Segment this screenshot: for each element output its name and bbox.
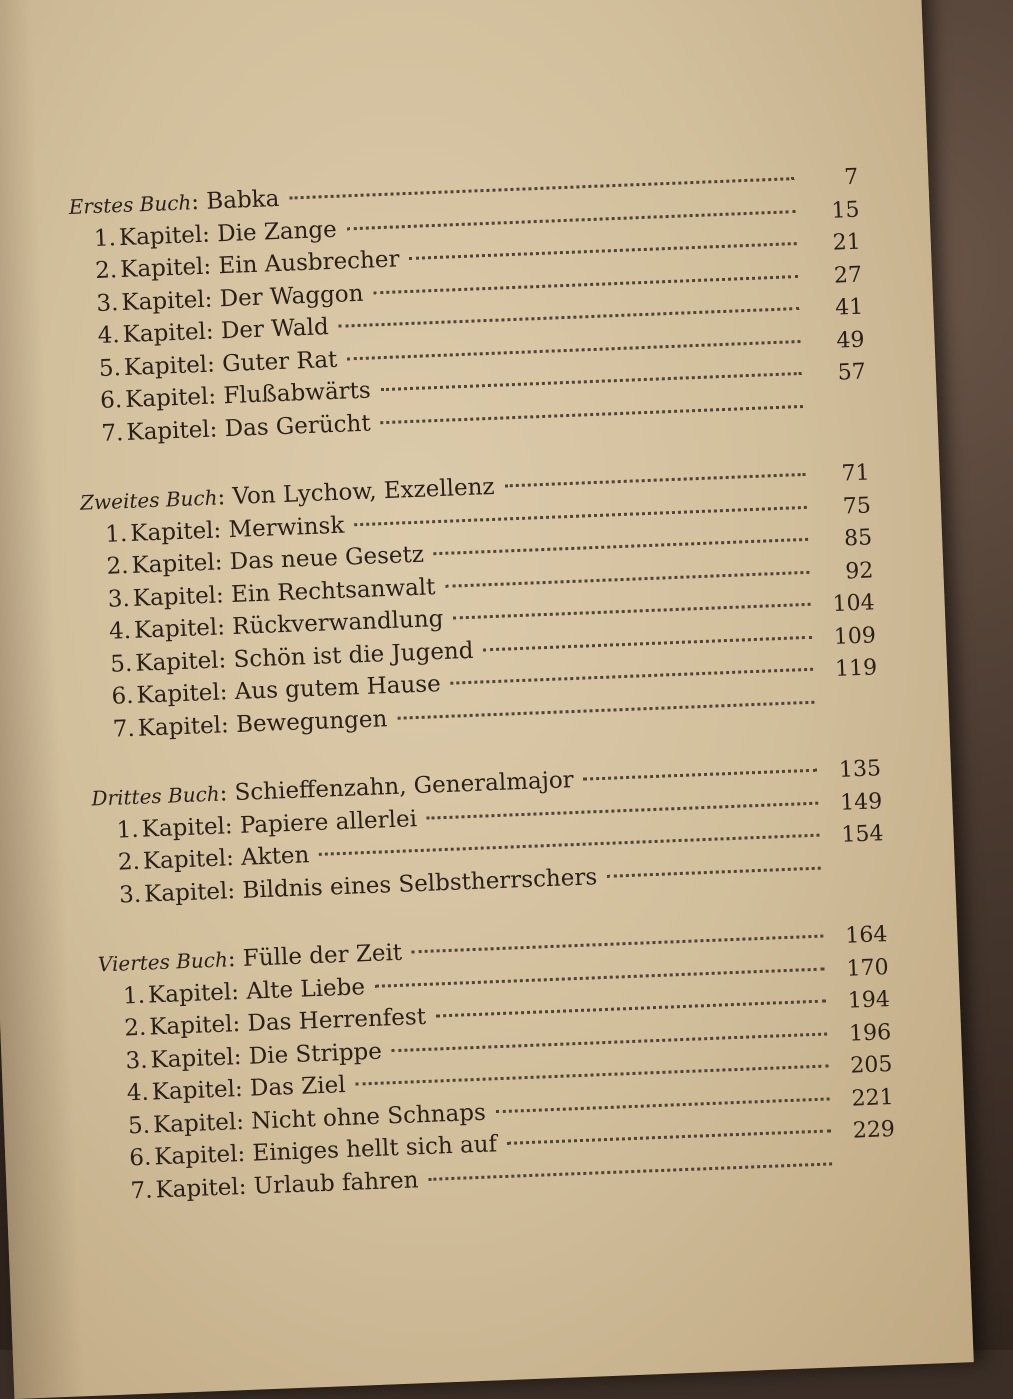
dot-leader	[381, 372, 802, 391]
dot-leader	[453, 603, 810, 620]
chapter-word: Kapitel	[122, 318, 207, 349]
page-number: 205	[849, 1052, 893, 1079]
chapter-word: Kapitel	[150, 1043, 235, 1073]
chapter-row: 1.Kapitel: Die Zange 15	[69, 193, 860, 256]
chapter-word: Kapitel	[152, 1108, 237, 1138]
chapter-title: Ein Rechtsanwalt	[230, 573, 436, 608]
dot-leader	[451, 668, 814, 685]
page-number: 75	[842, 492, 872, 519]
chapter-number: 2.	[94, 257, 118, 285]
page-number: 85	[843, 525, 873, 552]
chapter-number: 2.	[123, 1014, 147, 1042]
page-number: 104	[832, 590, 876, 617]
chapter-title: Das neue Gesetz	[229, 541, 425, 576]
dot-leader	[504, 473, 805, 488]
chapter-number: 5.	[127, 1112, 151, 1139]
dot-leader	[380, 404, 803, 423]
chapter-number: 3.	[96, 289, 119, 317]
chapter-row: 1.Kapitel: Alte Liebe 170	[99, 951, 890, 1014]
dot-leader	[427, 801, 818, 819]
chapter-title: Das Gerücht	[224, 410, 372, 442]
book-heading-row: Erstes Buch: Babka 7	[68, 161, 859, 224]
chapter-number: 7.	[101, 419, 124, 447]
chapter-title: Bildnis eines Selbstherrschers	[241, 863, 598, 904]
dot-leader	[289, 177, 794, 199]
page-number: 92	[844, 557, 874, 584]
chapter-word: Kapitel	[136, 679, 221, 709]
page-number: 49	[836, 327, 865, 354]
chapter-number: 1.	[116, 816, 140, 844]
page-number	[813, 411, 867, 413]
chapter-number: 4.	[97, 322, 121, 349]
dot-leader	[409, 242, 796, 260]
chapter-number: 6.	[128, 1144, 152, 1172]
page-number: 71	[841, 460, 871, 487]
chapter-row: 6.Kapitel: Aus gutem Hause 119	[87, 651, 878, 714]
book-label: Drittes Buch	[91, 781, 221, 811]
chapter-title: Die Zange	[216, 216, 338, 247]
table-of-contents	[68, 161, 898, 1245]
chapter-word: Kapitel	[148, 1011, 233, 1041]
chapter-number: 4.	[108, 617, 132, 645]
chapter-title: Aus gutem Hause	[234, 671, 442, 705]
book-label: Erstes Buch	[68, 190, 192, 219]
page-number: 119	[834, 655, 878, 682]
book-heading-row: Viertes Buch: Fülle der Zeit 164	[97, 918, 888, 981]
dot-leader	[412, 935, 823, 954]
chapter-word: Kapitel	[147, 978, 232, 1009]
chapter-number: 4.	[126, 1079, 150, 1107]
chapter-title: Schön ist die Jugend	[233, 637, 474, 673]
chapter-row: 4.Kapitel: Rückverwandlung 104	[85, 586, 876, 649]
dot-leader	[319, 834, 819, 856]
book-section	[80, 456, 879, 746]
chapter-number: 3.	[125, 1047, 149, 1074]
chapter-word: Kapitel	[124, 383, 209, 413]
page-number: 41	[834, 294, 864, 321]
chapter-title: Papiere allerlei	[239, 805, 418, 839]
book-title: Schieffenzahn, Generalmajor	[234, 767, 575, 807]
chapter-word: Kapitel	[137, 712, 222, 742]
page-number	[825, 707, 879, 709]
chapter-title: Urlaub fahren	[253, 1166, 419, 1200]
chapter-number: 7.	[112, 715, 136, 743]
chapter-row: 2.Kapitel: Das Herrenfest 194	[100, 983, 891, 1046]
chapter-row: 3.Kapitel: Bildnis eines Selbstherrschers	[95, 850, 886, 913]
chapter-word: Kapitel	[125, 416, 211, 446]
chapter-title: Bewegungen	[235, 705, 388, 738]
chapter-number: 5.	[98, 354, 122, 382]
chapter-row: 4.Kapitel: Der Wald 41	[73, 291, 864, 354]
book-section	[91, 752, 885, 912]
chapter-title: Rückverwandlung	[231, 605, 444, 641]
chapter-row: 7.Kapitel: Urlaub fahren	[106, 1145, 897, 1208]
chapter-row: 3.Kapitel: Die Strippe 196	[101, 1016, 892, 1079]
chapter-row: 1.Kapitel: Papiere allerlei 149	[92, 785, 883, 848]
chapter-title: Das Ziel	[249, 1072, 347, 1102]
dot-leader	[428, 1162, 832, 1181]
chapter-title: Der Waggon	[219, 280, 364, 312]
chapter-title: Merwinsk	[228, 512, 345, 543]
chapter-word: Kapitel	[123, 351, 208, 381]
chapter-row: 2.Kapitel: Ein Ausbrecher 21	[71, 226, 862, 289]
chapter-word: Kapitel	[151, 1076, 236, 1106]
page-number: 109	[833, 622, 877, 650]
dot-leader	[347, 210, 796, 230]
chapter-title: Nicht ohne Schnaps	[250, 1099, 487, 1135]
dot-leader	[347, 340, 800, 360]
page-number: 170	[846, 954, 890, 982]
page-number: 164	[844, 922, 888, 949]
chapter-word: Kapitel	[134, 647, 219, 677]
page-number: 229	[852, 1116, 896, 1144]
chapter-word: Kapitel	[141, 812, 226, 843]
chapter-number: 1.	[104, 520, 128, 548]
dot-leader	[392, 1032, 827, 1052]
book-section	[97, 918, 896, 1208]
page-number: 7	[843, 164, 859, 191]
chapter-row: 3.Kapitel: Ein Rechtsanwalt 92	[83, 554, 874, 617]
book-title: Fülle der Zeit	[242, 939, 403, 972]
page-number: 221	[851, 1084, 895, 1112]
chapter-word: Kapitel	[118, 221, 203, 251]
chapter-row: 6.Kapitel: Einiges hellt sich auf 229	[105, 1113, 896, 1176]
dot-leader	[507, 1129, 831, 1144]
chapter-number: 2.	[106, 552, 130, 580]
page-number: 154	[841, 821, 884, 848]
dot-leader	[445, 570, 809, 587]
chapter-row: 7.Kapitel: Das Gerücht	[77, 388, 868, 451]
chapter-row: 5.Kapitel: Nicht ohne Schnaps 221	[104, 1080, 895, 1143]
chapter-title: Der Wald	[220, 314, 330, 345]
chapter-title: Guter Rat	[221, 346, 338, 377]
chapter-title: Das Herrenfest	[247, 1003, 427, 1037]
page-number: 135	[838, 756, 882, 783]
chapter-number: 6.	[111, 682, 135, 710]
chapter-number: 7.	[130, 1177, 154, 1204]
page-number	[831, 873, 885, 875]
dot-leader	[397, 700, 814, 719]
page-number: 15	[831, 197, 860, 224]
chapter-row: 5.Kapitel: Guter Rat 49	[74, 323, 865, 386]
dot-leader	[375, 967, 825, 987]
chapter-word: Kapitel	[121, 286, 206, 316]
chapter-row: 1.Kapitel: Merwinsk 75	[81, 489, 872, 552]
chapter-row: 7.Kapitel: Bewegungen	[88, 684, 879, 747]
chapter-number: 5.	[109, 650, 133, 678]
chapter-word: Kapitel	[143, 877, 228, 908]
page-number: 27	[833, 262, 863, 289]
page-number: 21	[832, 229, 862, 256]
chapter-word: Kapitel	[133, 614, 218, 644]
chapter-row: 2.Kapitel: Das neue Gesetz 85	[82, 521, 873, 584]
chapter-word: Kapitel	[132, 582, 217, 612]
chapter-word: Kapitel	[119, 253, 204, 284]
page-number: 194	[847, 987, 891, 1014]
chapter-number: 3.	[107, 585, 131, 613]
dot-leader	[339, 307, 800, 328]
book-heading-row: Drittes Buch: Schieffenzahn, Generalmajor 135	[91, 752, 882, 815]
chapter-word: Kapitel	[131, 549, 216, 579]
book-title: Von Lychow, Exzellenz	[232, 473, 496, 510]
book-label: Viertes Buch	[97, 947, 229, 977]
chapter-word: Kapitel	[153, 1141, 238, 1171]
chapter-word: Kapitel	[155, 1173, 240, 1203]
chapter-title: Ein Ausbrecher	[217, 246, 400, 280]
chapter-word: Kapitel	[129, 517, 214, 547]
chapter-number: 1.	[93, 224, 117, 252]
dot-leader	[584, 769, 817, 781]
chapter-row: 4.Kapitel: Das Ziel 205	[102, 1048, 893, 1111]
chapter-row: 2.Kapitel: Akten 154	[93, 817, 884, 880]
chapter-number: 3.	[118, 881, 142, 909]
book-label: Zweites Buch	[79, 485, 218, 515]
page-number: 149	[839, 788, 883, 816]
chapter-number: 6.	[99, 387, 123, 414]
book-heading-row: Zweites Buch: Von Lychow, Exzellenz 71	[80, 456, 871, 519]
chapter-title: Einiges hellt sich auf	[252, 1131, 498, 1167]
dot-leader	[434, 538, 808, 555]
chapter-row: 3.Kapitel: Der Waggon 27	[72, 258, 863, 321]
book-section	[68, 161, 867, 451]
chapter-title: Akten	[240, 842, 310, 871]
chapter-title: Flußabwärts	[222, 377, 372, 410]
chapter-row: 5.Kapitel: Schön ist die Jugend 109	[86, 619, 877, 682]
dot-leader	[355, 1064, 828, 1085]
dot-leader	[496, 1097, 830, 1113]
dot-leader	[436, 1000, 826, 1018]
dot-leader	[373, 275, 798, 294]
dot-leader	[607, 866, 821, 877]
chapter-title: Die Strippe	[248, 1038, 383, 1070]
chapter-title: Alte Liebe	[245, 973, 366, 1005]
page-number	[842, 1168, 896, 1170]
dot-leader	[354, 505, 807, 525]
dot-leader	[483, 635, 812, 651]
chapter-word: Kapitel	[142, 845, 227, 875]
chapter-number: 2.	[117, 848, 141, 876]
page-number: 57	[837, 359, 867, 386]
page-number: 196	[848, 1019, 892, 1047]
chapter-number: 1.	[122, 982, 146, 1009]
book-title: Babka	[205, 185, 280, 215]
chapter-row: 6.Kapitel: Flußabwärts 57	[76, 356, 867, 419]
